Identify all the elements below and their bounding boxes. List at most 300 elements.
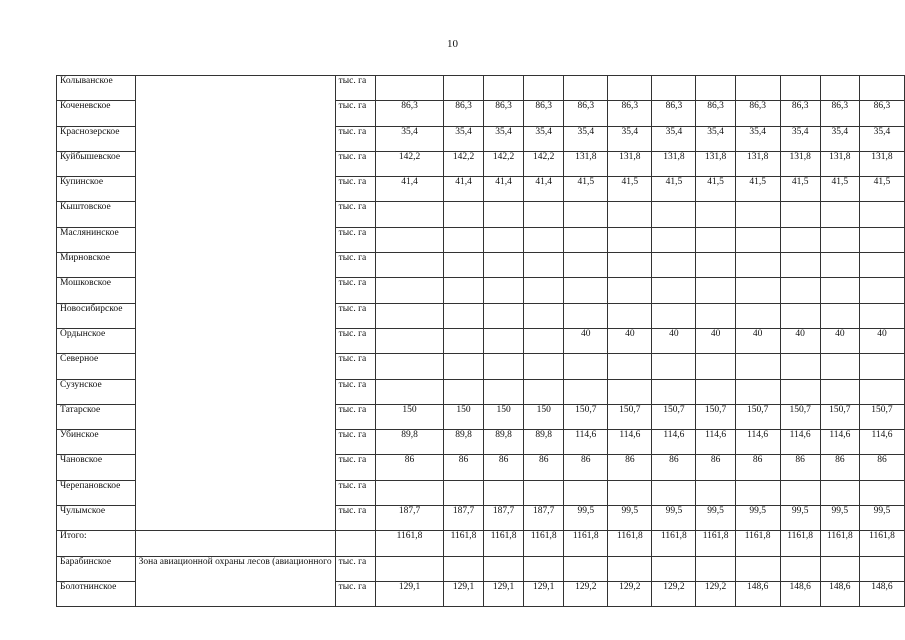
unit-cell: тыс. га (335, 430, 375, 455)
value-cell: 150 (443, 404, 483, 429)
forestry-zone-cell (135, 76, 335, 531)
value-cell (443, 480, 483, 505)
value-cell (564, 303, 608, 328)
value-cell (820, 227, 859, 252)
value-cell: 1161,8 (820, 531, 859, 556)
value-cell: 1161,8 (524, 531, 564, 556)
table-row (57, 556, 905, 581)
value-cell (820, 379, 859, 404)
value-cell (376, 379, 444, 404)
value-cell (376, 76, 444, 101)
value-cell: 86 (820, 455, 859, 480)
value-cell (696, 202, 735, 227)
value-cell: 1161,8 (696, 531, 735, 556)
value-cell (820, 76, 859, 101)
value-cell: 142,2 (376, 151, 444, 176)
value-cell: 148,6 (820, 581, 859, 606)
value-cell (696, 556, 735, 581)
value-cell (820, 354, 859, 379)
district-name: Сузунское (57, 379, 136, 404)
value-cell: 114,6 (820, 430, 859, 455)
value-cell: 86 (859, 455, 904, 480)
value-cell: 131,8 (608, 151, 652, 176)
value-cell (608, 379, 652, 404)
value-cell: 35,4 (696, 126, 735, 151)
value-cell: 86,3 (524, 101, 564, 126)
value-cell (484, 556, 524, 581)
value-cell (735, 227, 780, 252)
value-cell (820, 480, 859, 505)
value-cell: 129,2 (564, 581, 608, 606)
value-cell (652, 556, 696, 581)
value-cell: 40 (652, 328, 696, 353)
value-cell: 40 (608, 328, 652, 353)
value-cell: 129,2 (696, 581, 735, 606)
value-cell (484, 227, 524, 252)
total-row (57, 531, 905, 556)
value-cell (735, 253, 780, 278)
value-cell (780, 480, 820, 505)
value-cell: 1161,8 (484, 531, 524, 556)
unit-cell: тыс. га (335, 379, 375, 404)
table-row (57, 76, 905, 101)
value-cell (780, 556, 820, 581)
value-cell: 35,4 (524, 126, 564, 151)
value-cell (820, 253, 859, 278)
value-cell: 150 (484, 404, 524, 429)
value-cell: 1161,8 (443, 531, 483, 556)
district-name: Кыштовское (57, 202, 136, 227)
value-cell (652, 303, 696, 328)
value-cell (652, 76, 696, 101)
unit-cell (335, 531, 375, 556)
district-name: Колыванское (57, 76, 136, 101)
district-name: Болотнинское (57, 581, 136, 606)
unit-cell: тыс. га (335, 556, 375, 581)
value-cell: 86,3 (564, 101, 608, 126)
value-cell: 35,4 (859, 126, 904, 151)
value-cell (443, 278, 483, 303)
value-cell: 35,4 (652, 126, 696, 151)
value-cell (443, 303, 483, 328)
unit-cell: тыс. га (335, 278, 375, 303)
value-cell (443, 354, 483, 379)
value-cell: 86 (780, 455, 820, 480)
value-cell: 41,4 (443, 177, 483, 202)
value-cell: 114,6 (608, 430, 652, 455)
value-cell (859, 76, 904, 101)
value-cell: 41,5 (564, 177, 608, 202)
value-cell: 129,1 (376, 581, 444, 606)
value-cell (780, 76, 820, 101)
value-cell (484, 202, 524, 227)
value-cell: 150 (376, 404, 444, 429)
value-cell (608, 76, 652, 101)
value-cell (524, 303, 564, 328)
value-cell: 41,5 (780, 177, 820, 202)
value-cell (780, 227, 820, 252)
unit-cell: тыс. га (335, 328, 375, 353)
district-name: Маслянинское (57, 227, 136, 252)
value-cell (524, 556, 564, 581)
value-cell (484, 328, 524, 353)
value-cell: 86,3 (608, 101, 652, 126)
value-cell: 142,2 (443, 151, 483, 176)
unit-cell: тыс. га (335, 581, 375, 606)
value-cell: 40 (564, 328, 608, 353)
value-cell: 86,3 (696, 101, 735, 126)
value-cell (652, 278, 696, 303)
value-cell (443, 76, 483, 101)
value-cell: 1161,8 (376, 531, 444, 556)
value-cell (608, 354, 652, 379)
value-cell (564, 278, 608, 303)
value-cell (564, 253, 608, 278)
value-cell (443, 556, 483, 581)
value-cell (524, 480, 564, 505)
unit-cell: тыс. га (335, 101, 375, 126)
value-cell: 41,5 (608, 177, 652, 202)
value-cell: 86,3 (780, 101, 820, 126)
value-cell: 1161,8 (652, 531, 696, 556)
value-cell: 131,8 (780, 151, 820, 176)
value-cell (780, 354, 820, 379)
district-name: Мошковское (57, 278, 136, 303)
value-cell: 1161,8 (564, 531, 608, 556)
value-cell: 41,4 (524, 177, 564, 202)
value-cell (608, 480, 652, 505)
value-cell: 99,5 (652, 506, 696, 531)
value-cell (696, 278, 735, 303)
value-cell: 187,7 (376, 506, 444, 531)
value-cell (735, 354, 780, 379)
value-cell: 148,6 (735, 581, 780, 606)
value-cell: 35,4 (443, 126, 483, 151)
value-cell (376, 202, 444, 227)
unit-cell: тыс. га (335, 404, 375, 429)
value-cell: 89,8 (524, 430, 564, 455)
value-cell: 131,8 (820, 151, 859, 176)
value-cell (524, 253, 564, 278)
value-cell (376, 480, 444, 505)
value-cell: 86 (484, 455, 524, 480)
value-cell: 129,1 (484, 581, 524, 606)
value-cell (484, 379, 524, 404)
unit-cell: тыс. га (335, 227, 375, 252)
value-cell (859, 556, 904, 581)
unit-cell: тыс. га (335, 303, 375, 328)
district-name: Убинское (57, 430, 136, 455)
value-cell (652, 202, 696, 227)
value-cell: 40 (735, 328, 780, 353)
value-cell: 187,7 (524, 506, 564, 531)
value-cell: 99,5 (820, 506, 859, 531)
value-cell: 86 (696, 455, 735, 480)
value-cell (376, 328, 444, 353)
value-cell: 1161,8 (859, 531, 904, 556)
value-cell (652, 379, 696, 404)
value-cell: 187,7 (443, 506, 483, 531)
value-cell: 41,4 (484, 177, 524, 202)
value-cell: 1161,8 (780, 531, 820, 556)
value-cell (696, 76, 735, 101)
value-cell: 89,8 (484, 430, 524, 455)
value-cell (376, 253, 444, 278)
value-cell: 40 (859, 328, 904, 353)
value-cell (652, 480, 696, 505)
unit-cell: тыс. га (335, 506, 375, 531)
value-cell (696, 227, 735, 252)
value-cell: 41,5 (735, 177, 780, 202)
value-cell: 114,6 (564, 430, 608, 455)
unit-cell: тыс. га (335, 253, 375, 278)
value-cell: 129,1 (524, 581, 564, 606)
district-name: Барабинское (57, 556, 136, 581)
value-cell (443, 328, 483, 353)
district-name: Краснозерское (57, 126, 136, 151)
value-cell (820, 556, 859, 581)
value-cell (443, 253, 483, 278)
value-cell: 142,2 (484, 151, 524, 176)
total-zone-cell (135, 531, 335, 556)
value-cell (780, 202, 820, 227)
district-name: Чановское (57, 455, 136, 480)
value-cell (443, 227, 483, 252)
value-cell (524, 202, 564, 227)
value-cell (859, 202, 904, 227)
value-cell (564, 76, 608, 101)
value-cell (696, 354, 735, 379)
value-cell: 150,7 (820, 404, 859, 429)
district-name: Куйбышевское (57, 151, 136, 176)
value-cell: 131,8 (652, 151, 696, 176)
value-cell: 86,3 (735, 101, 780, 126)
value-cell: 86,3 (443, 101, 483, 126)
value-cell (696, 379, 735, 404)
value-cell: 35,4 (608, 126, 652, 151)
value-cell: 99,5 (564, 506, 608, 531)
value-cell (780, 278, 820, 303)
value-cell (376, 303, 444, 328)
value-cell (780, 253, 820, 278)
value-cell (696, 303, 735, 328)
value-cell (859, 253, 904, 278)
value-cell: 86,3 (484, 101, 524, 126)
value-cell (859, 480, 904, 505)
district-name: Северное (57, 354, 136, 379)
value-cell (735, 303, 780, 328)
value-cell (564, 202, 608, 227)
unit-cell: тыс. га (335, 202, 375, 227)
value-cell: 41,4 (376, 177, 444, 202)
value-cell: 150,7 (735, 404, 780, 429)
value-cell: 114,6 (780, 430, 820, 455)
district-name: Мирновское (57, 253, 136, 278)
value-cell: 35,4 (735, 126, 780, 151)
unit-cell: тыс. га (335, 354, 375, 379)
value-cell (484, 303, 524, 328)
unit-cell: тыс. га (335, 126, 375, 151)
value-cell (484, 480, 524, 505)
value-cell: 89,8 (376, 430, 444, 455)
value-cell (564, 354, 608, 379)
district-name: Черепановское (57, 480, 136, 505)
unit-cell: тыс. га (335, 177, 375, 202)
value-cell: 99,5 (696, 506, 735, 531)
value-cell (735, 202, 780, 227)
value-cell: 99,5 (780, 506, 820, 531)
value-cell (820, 278, 859, 303)
value-cell: 86 (652, 455, 696, 480)
value-cell: 131,8 (564, 151, 608, 176)
value-cell (820, 303, 859, 328)
value-cell: 148,6 (780, 581, 820, 606)
value-cell (443, 379, 483, 404)
value-cell: 86,3 (820, 101, 859, 126)
value-cell (735, 76, 780, 101)
value-cell: 131,8 (859, 151, 904, 176)
value-cell (524, 278, 564, 303)
value-cell (524, 76, 564, 101)
value-cell (524, 354, 564, 379)
value-cell (780, 303, 820, 328)
value-cell (484, 278, 524, 303)
value-cell: 41,5 (652, 177, 696, 202)
district-name: Коченевское (57, 101, 136, 126)
value-cell (484, 76, 524, 101)
value-cell: 150,7 (608, 404, 652, 429)
value-cell (652, 354, 696, 379)
value-cell: 129,2 (652, 581, 696, 606)
value-cell: 150 (524, 404, 564, 429)
value-cell: 99,5 (608, 506, 652, 531)
value-cell: 150,7 (652, 404, 696, 429)
value-cell: 86,3 (859, 101, 904, 126)
value-cell (443, 202, 483, 227)
value-cell: 86,3 (652, 101, 696, 126)
value-cell: 40 (780, 328, 820, 353)
value-cell (608, 202, 652, 227)
zone-description: Зона авиационной охраны лесов (авиационного (135, 556, 335, 607)
unit-cell: тыс. га (335, 76, 375, 101)
value-cell: 142,2 (524, 151, 564, 176)
value-cell (484, 253, 524, 278)
page-number: 10 (447, 38, 458, 50)
value-cell (524, 328, 564, 353)
value-cell (376, 556, 444, 581)
unit-cell: тыс. га (335, 480, 375, 505)
value-cell: 35,4 (564, 126, 608, 151)
value-cell (608, 303, 652, 328)
value-cell: 187,7 (484, 506, 524, 531)
district-name: Купинское (57, 177, 136, 202)
value-cell (735, 480, 780, 505)
value-cell: 41,5 (859, 177, 904, 202)
value-cell: 86 (443, 455, 483, 480)
value-cell (735, 278, 780, 303)
value-cell: 99,5 (735, 506, 780, 531)
value-cell (859, 303, 904, 328)
unit-cell: тыс. га (335, 455, 375, 480)
value-cell: 150,7 (780, 404, 820, 429)
value-cell: 35,4 (376, 126, 444, 151)
value-cell: 86 (564, 455, 608, 480)
district-name: Ордынское (57, 328, 136, 353)
value-cell: 99,5 (859, 506, 904, 531)
value-cell (564, 556, 608, 581)
value-cell (376, 227, 444, 252)
value-cell (608, 253, 652, 278)
value-cell: 131,8 (696, 151, 735, 176)
value-cell: 86 (735, 455, 780, 480)
value-cell: 86 (376, 455, 444, 480)
value-cell: 35,4 (820, 126, 859, 151)
value-cell (859, 227, 904, 252)
value-cell: 35,4 (484, 126, 524, 151)
district-name: Татарское (57, 404, 136, 429)
value-cell: 114,6 (859, 430, 904, 455)
value-cell: 1161,8 (608, 531, 652, 556)
value-cell: 86,3 (376, 101, 444, 126)
value-cell (608, 278, 652, 303)
value-cell: 129,1 (443, 581, 483, 606)
value-cell: 1161,8 (735, 531, 780, 556)
value-cell (735, 379, 780, 404)
value-cell (696, 480, 735, 505)
value-cell: 41,5 (820, 177, 859, 202)
value-cell (524, 379, 564, 404)
value-cell: 89,8 (443, 430, 483, 455)
value-cell: 150,7 (564, 404, 608, 429)
value-cell (564, 379, 608, 404)
value-cell: 114,6 (735, 430, 780, 455)
value-cell (859, 379, 904, 404)
value-cell (859, 278, 904, 303)
value-cell (608, 227, 652, 252)
value-cell (484, 354, 524, 379)
value-cell (780, 379, 820, 404)
value-cell (376, 278, 444, 303)
value-cell: 114,6 (696, 430, 735, 455)
value-cell: 131,8 (735, 151, 780, 176)
value-cell (376, 354, 444, 379)
value-cell (524, 227, 564, 252)
value-cell (696, 253, 735, 278)
value-cell (564, 480, 608, 505)
value-cell: 40 (820, 328, 859, 353)
value-cell: 86 (524, 455, 564, 480)
value-cell: 41,5 (696, 177, 735, 202)
value-cell (652, 253, 696, 278)
district-name: Чулымское (57, 506, 136, 531)
value-cell (608, 556, 652, 581)
value-cell: 86 (608, 455, 652, 480)
value-cell: 35,4 (780, 126, 820, 151)
value-cell: 150,7 (859, 404, 904, 429)
value-cell (652, 227, 696, 252)
district-name: Итого: (57, 531, 136, 556)
district-name: Новосибирское (57, 303, 136, 328)
value-cell (735, 556, 780, 581)
value-cell (820, 202, 859, 227)
value-cell (564, 227, 608, 252)
unit-cell: тыс. га (335, 151, 375, 176)
value-cell: 150,7 (696, 404, 735, 429)
value-cell: 114,6 (652, 430, 696, 455)
forest-area-table (56, 75, 905, 607)
value-cell: 40 (696, 328, 735, 353)
value-cell: 129,2 (608, 581, 652, 606)
